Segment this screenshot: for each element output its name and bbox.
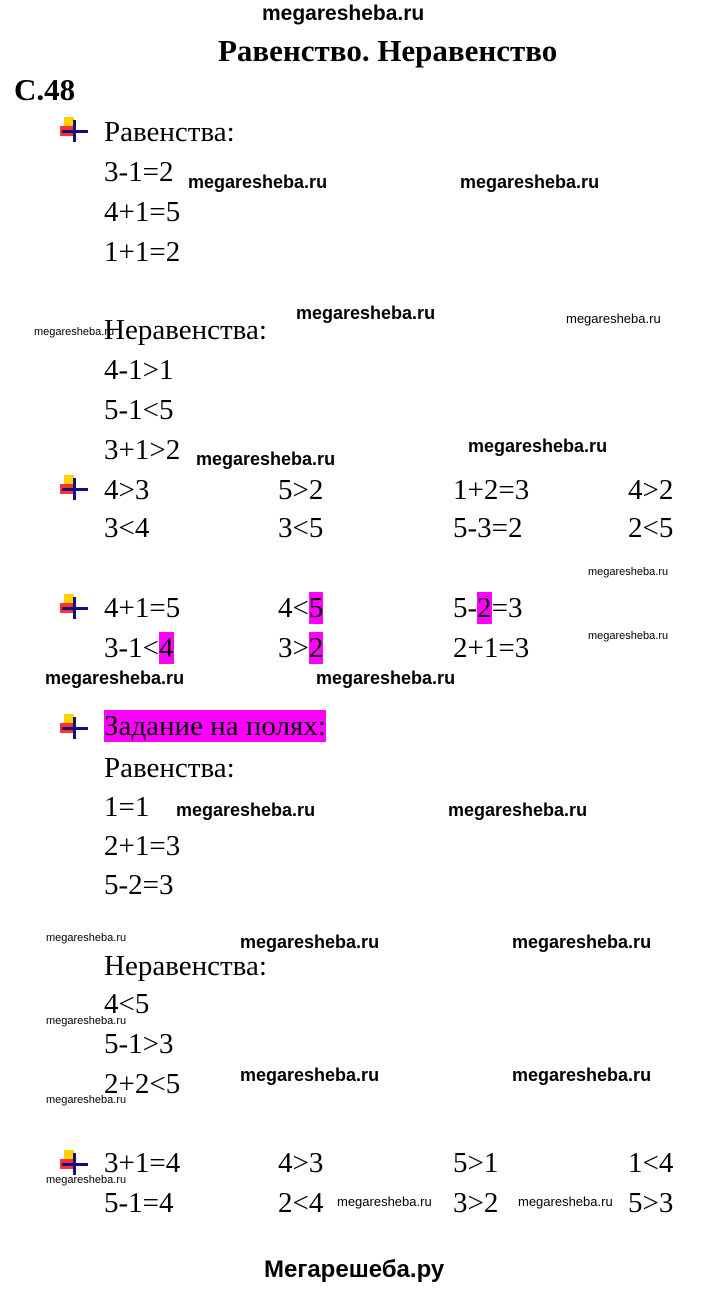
page-title: Равенство. Неравенство	[218, 33, 558, 68]
bullet-icon	[60, 594, 88, 620]
comparison-item: 2<5	[628, 512, 674, 544]
highlighted-answer: 2	[308, 632, 324, 664]
watermark: megaresheba.ru	[46, 1094, 127, 1106]
comparison-item: 1<4	[628, 1147, 674, 1179]
watermark: megaresheba.ru	[512, 932, 652, 952]
watermark: megaresheba.ru	[518, 1194, 613, 1209]
comparison-item: 2<4	[278, 1187, 324, 1219]
watermark: megaresheba.ru	[337, 1194, 432, 1209]
watermark: megaresheba.ru	[45, 668, 185, 688]
bullet-icon	[60, 117, 88, 143]
watermark: megaresheba.ru	[188, 172, 328, 192]
inequality-item: 4<5	[104, 988, 150, 1020]
watermark: megaresheba.ru	[588, 566, 669, 578]
equality-item: 1+1=2	[104, 236, 181, 268]
watermark: megaresheba.ru	[46, 1174, 127, 1186]
filled-item: 5-2=3	[453, 592, 523, 624]
watermark: megaresheba.ru	[588, 630, 669, 642]
equality-item: 3-1=2	[104, 156, 174, 188]
watermark: megaresheba.ru	[566, 311, 661, 326]
inequality-item: 3+1>2	[104, 434, 181, 466]
watermark: megaresheba.ru	[460, 172, 600, 192]
watermark: megaresheba.ru	[176, 800, 316, 820]
watermark: megaresheba.ru	[46, 1015, 127, 1027]
watermark: megaresheba.ru	[46, 932, 127, 944]
comparison-item: 3<5	[278, 512, 324, 544]
highlighted-answer: 2	[477, 592, 492, 624]
comparison-item: 5>3	[628, 1187, 674, 1219]
comparison-item: 3+1=4	[104, 1147, 181, 1179]
comparison-item: 5-3=2	[453, 512, 523, 544]
comparison-item: 3<4	[104, 512, 150, 544]
equality-item: 1=1	[104, 791, 150, 823]
equality-item: 5-2=3	[104, 869, 174, 901]
comparison-item: 1+2=3	[453, 474, 530, 506]
watermark: megaresheba.ru	[468, 436, 608, 456]
comparison-item: 4>3	[278, 1147, 324, 1179]
page-number: С.48	[14, 72, 76, 107]
header-watermark: megaresheba.ru	[262, 2, 425, 25]
equality-item: 4+1=5	[104, 196, 181, 228]
comparison-item: 5>2	[278, 474, 324, 506]
equalities-heading: Равенства:	[104, 752, 235, 784]
watermark: megaresheba.ru	[316, 668, 456, 688]
comparison-item: 4>2	[628, 474, 674, 506]
comparison-item: 5-1=4	[104, 1187, 174, 1219]
inequality-item: 5-1>3	[104, 1028, 174, 1060]
bullet-icon	[60, 475, 88, 501]
bullet-icon	[60, 1150, 88, 1176]
watermark: megaresheba.ru	[448, 800, 588, 820]
inequality-item: 5-1<5	[104, 394, 174, 426]
comparison-item: 3>2	[453, 1187, 499, 1219]
watermark: megaresheba.ru	[34, 326, 115, 338]
equalities-heading: Равенства:	[104, 116, 235, 148]
filled-item: 3-1<4	[104, 632, 174, 664]
bullet-icon	[60, 714, 88, 740]
comparison-item: 4>3	[104, 474, 150, 506]
inequalities-heading: Неравенства:	[104, 314, 267, 346]
watermark: megaresheba.ru	[296, 303, 436, 323]
inequality-item: 4-1>1	[104, 354, 174, 386]
watermark: megaresheba.ru	[240, 932, 380, 952]
equality-item: 2+1=3	[104, 830, 181, 862]
footer-site-name: Мегарешеба.ру	[264, 1256, 445, 1283]
filled-item: 4+1=5	[104, 592, 181, 624]
comparison-item: 5>1	[453, 1147, 499, 1179]
margin-task-label: Задание на полях:	[104, 710, 326, 742]
inequalities-heading: Неравенства:	[104, 950, 267, 982]
inequality-item: 2+2<5	[104, 1068, 181, 1100]
watermark: megaresheba.ru	[240, 1065, 380, 1085]
highlighted-answer: 4	[159, 632, 174, 664]
filled-item: 3>2	[278, 632, 324, 664]
filled-item: 4<5	[278, 592, 324, 624]
highlighted-answer: 5	[308, 592, 324, 624]
filled-item: 2+1=3	[453, 632, 530, 664]
watermark: megaresheba.ru	[196, 449, 336, 469]
watermark: megaresheba.ru	[512, 1065, 652, 1085]
